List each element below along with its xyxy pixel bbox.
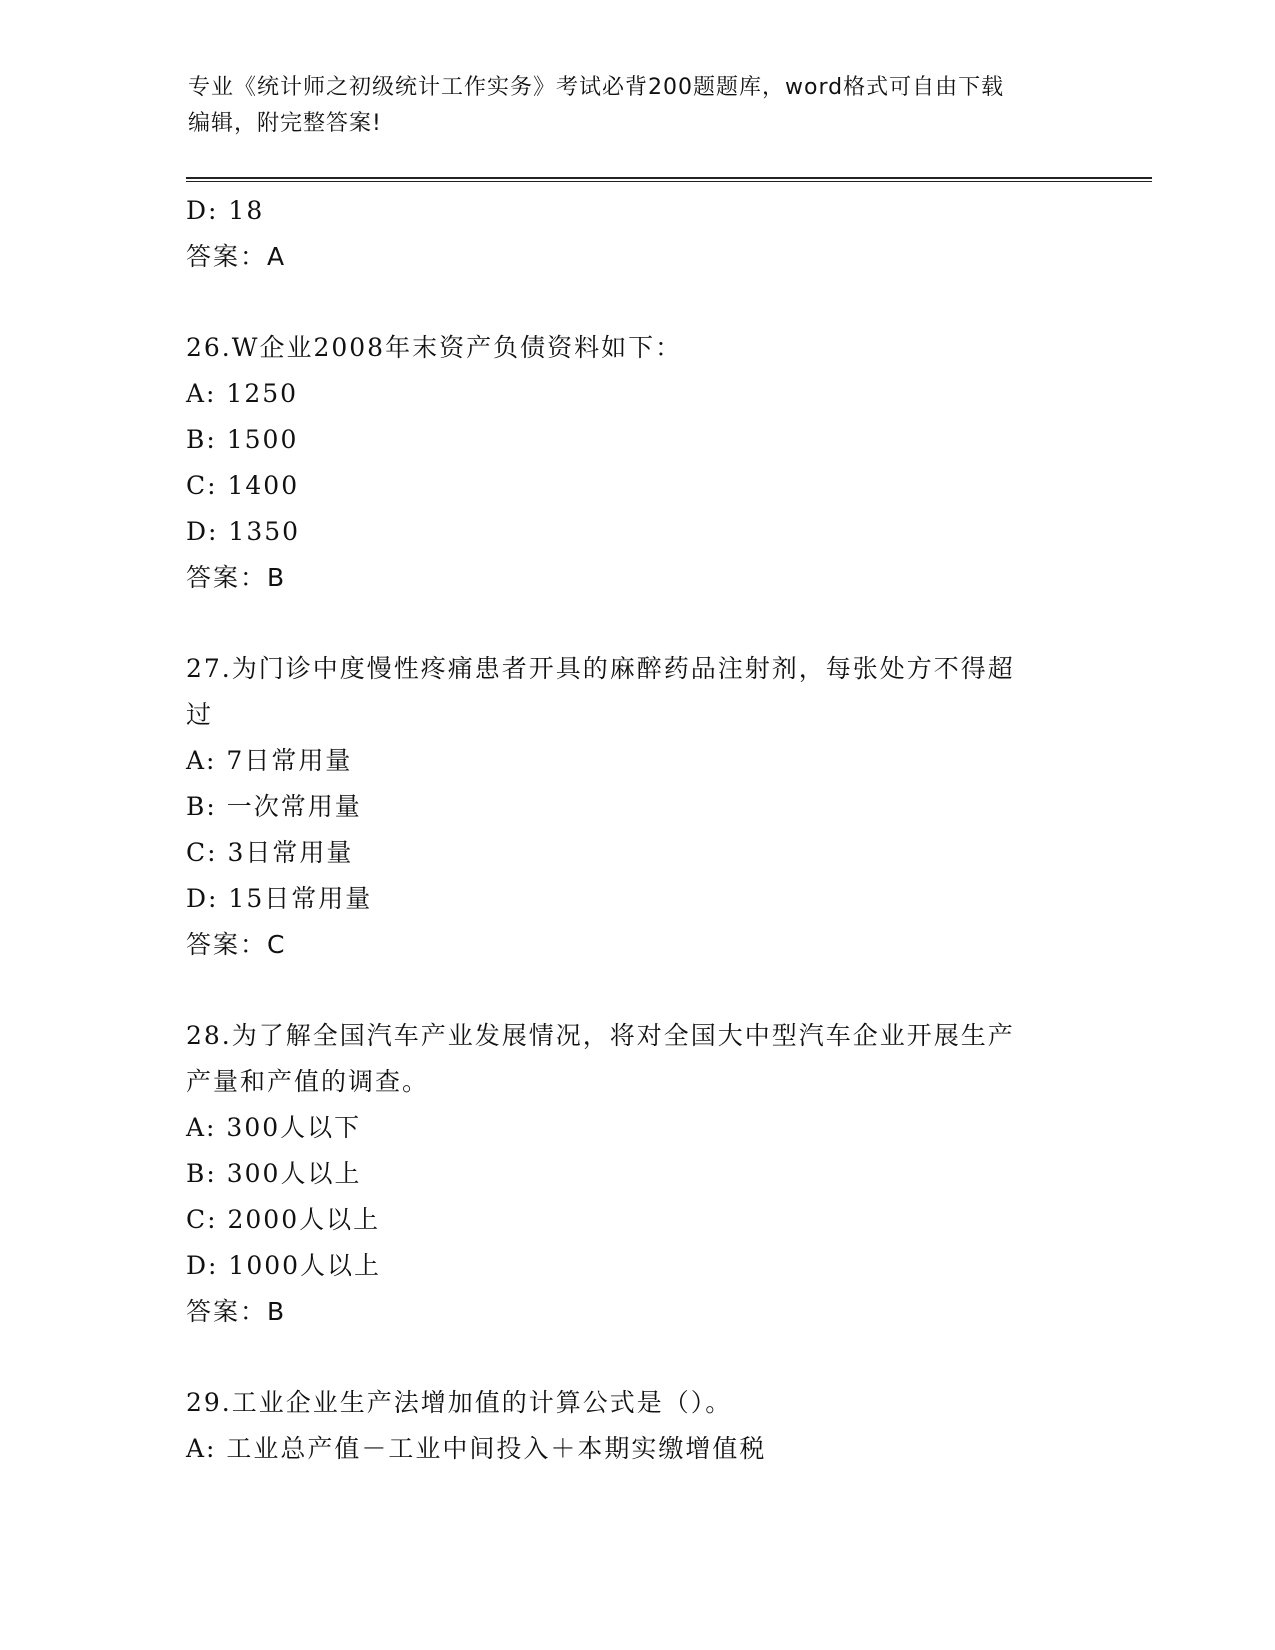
question-28 [186, 1013, 1146, 1335]
option-c: C: 1400 [186, 471, 300, 500]
option-d: D: 18 [186, 196, 265, 225]
answer: 答案：A [186, 242, 287, 271]
header-divider [186, 177, 1152, 182]
option-a: A: 工业总产值－工业中间投入＋本期实缴增值税 [186, 1434, 767, 1463]
answer: 答案：C [186, 930, 287, 959]
question-text-line-2: 产量和产值的调查。 [186, 1067, 430, 1096]
header-line-2: 编辑，附完整答案! [188, 111, 382, 136]
question-27 [186, 646, 1146, 968]
option-a: A: 7日常用量 [186, 746, 353, 775]
option-b: B: 300人以上 [186, 1159, 362, 1188]
option-d: D: 1000人以上 [186, 1251, 382, 1280]
option-a: A: 300人以下 [186, 1113, 362, 1142]
option-a: A: 1250 [186, 379, 299, 408]
page-header [188, 70, 1088, 142]
option-c: C: 3日常用量 [186, 838, 354, 867]
question-text: 26.W企业2008年末资产负债资料如下： [186, 333, 683, 362]
answer: 答案：B [186, 1297, 287, 1326]
answer: 答案：B [186, 563, 287, 592]
question-text-line-1: 27.为门诊中度慢性疼痛患者开具的麻醉药品注射剂，每张处方不得超 [186, 654, 1015, 683]
question-29 [186, 1380, 1146, 1472]
option-c: C: 2000人以上 [186, 1205, 381, 1234]
question-25-continued [186, 188, 1146, 280]
option-b: B: 1500 [186, 425, 299, 454]
question-26 [186, 325, 1146, 601]
question-text: 29.工业企业生产法增加值的计算公式是（）。 [186, 1388, 733, 1417]
option-d: D: 15日常用量 [186, 884, 373, 913]
option-b: B: 一次常用量 [186, 792, 362, 821]
question-text-line-2: 过 [186, 700, 214, 729]
header-line-1: 专业《统计师之初级统计工作实务》考试必背200题题库，word格式可自由下载 [188, 75, 1005, 100]
question-text-line-1: 28.为了解全国汽车产业发展情况，将对全国大中型汽车企业开展生产 [186, 1021, 1015, 1050]
question-list [186, 188, 1146, 1472]
option-d: D: 1350 [186, 517, 301, 546]
